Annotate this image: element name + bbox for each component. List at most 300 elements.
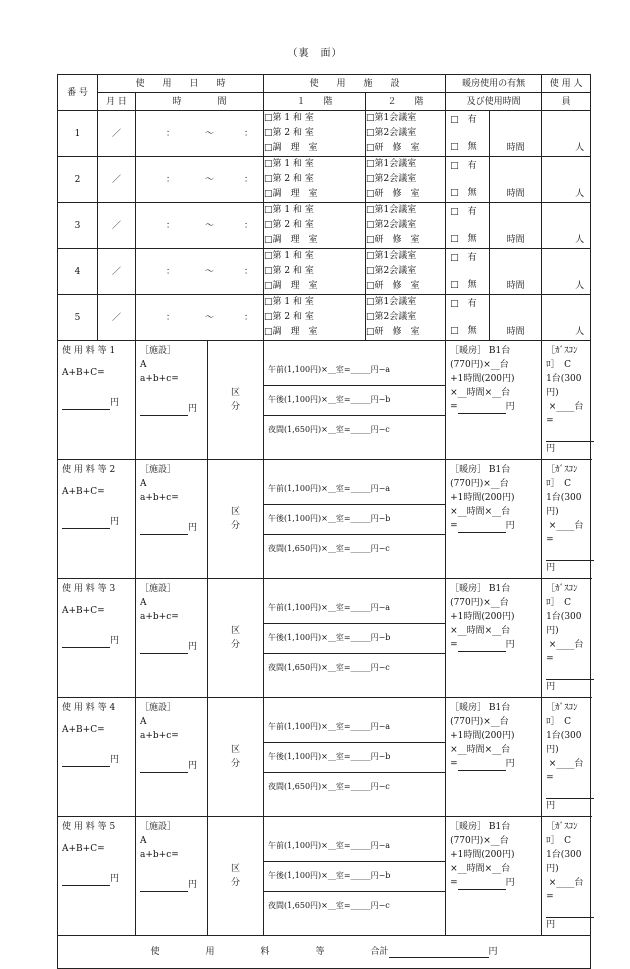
- night-fee[interactable]: 夜間(1,650円)×__室=_____円−c: [268, 663, 390, 672]
- fee-row: [58, 460, 591, 579]
- time-colon-start: ：: [166, 174, 176, 185]
- checkbox-meeting-room-1[interactable]: □第1会議室: [366, 205, 417, 215]
- usage-row: [58, 203, 591, 249]
- gas-stove-fee: [542, 579, 591, 698]
- heating-fee-label: ［暖房］ B1台: [450, 346, 511, 356]
- heating-fee-label: ［暖房］ B1台: [450, 465, 511, 475]
- kubun-label: [208, 579, 264, 698]
- heating-fee-equals: =: [450, 521, 458, 531]
- fee-title: 使 用 料 等 4: [62, 703, 116, 713]
- morning-fee[interactable]: 午前(1,100円)×__室=_____円−a: [264, 594, 445, 624]
- checkbox-cooking-room[interactable]: □調 理 室: [264, 235, 318, 245]
- afternoon-fee[interactable]: 午後(1,100円)×__室=_____円−b: [264, 624, 445, 654]
- time-range-field[interactable]: [136, 111, 264, 157]
- fee-sum-field[interactable]: [62, 518, 110, 529]
- gas-fee-label: ［ｶﾞｽｺﾝﾛ］ C: [546, 822, 578, 846]
- heating-hours-field[interactable]: [490, 111, 542, 157]
- usage-row: [58, 157, 591, 203]
- fee-summary: [58, 817, 136, 936]
- checkbox-training-room[interactable]: □研 修 室: [366, 327, 420, 337]
- time-range-field[interactable]: [136, 249, 264, 295]
- fee-sum-field[interactable]: [62, 756, 110, 767]
- gas-fee-count[interactable]: ×____台: [548, 759, 584, 769]
- heating-fee-equals: =: [450, 402, 458, 412]
- header-row-1: [58, 75, 591, 93]
- month-day-field[interactable]: ／: [98, 295, 136, 341]
- person-unit: 人: [575, 280, 585, 291]
- heating-fee-hours[interactable]: ×__時間×__台: [450, 745, 511, 755]
- yen-unit: 円: [505, 402, 515, 412]
- checkbox-japanese-room-2[interactable]: □第 2 和 室: [264, 312, 314, 322]
- page-title: （裏 面）: [287, 48, 343, 59]
- people-field[interactable]: [542, 111, 591, 157]
- usage-row: [58, 249, 591, 295]
- month-day-field[interactable]: ／: [98, 157, 136, 203]
- row-number: 5: [58, 295, 98, 341]
- time-slot-fees: [264, 341, 446, 460]
- checkbox-meeting-room-1[interactable]: □第1会議室: [366, 297, 417, 307]
- usage-rows: [58, 111, 591, 341]
- heating-fee-hours[interactable]: ×__時間×__台: [450, 626, 511, 636]
- floor2-rooms: [366, 157, 446, 203]
- tilde: 〜: [205, 174, 215, 185]
- facility-fee-field[interactable]: [140, 881, 188, 892]
- hours-unit: 時間: [506, 280, 525, 291]
- kubun-2: 分: [231, 521, 241, 531]
- facility-fee-field[interactable]: [140, 643, 188, 654]
- facility-label: ［施設］: [140, 465, 177, 475]
- gas-fee-equals: =: [546, 654, 554, 664]
- fee-sum-formula: A+B+C=: [62, 368, 105, 378]
- gas-fee-count[interactable]: ×____台: [548, 640, 584, 650]
- time-slot-fees: [264, 698, 446, 817]
- fee-sum-formula: A+B+C=: [62, 606, 105, 616]
- facility-abc: a+b+c=: [140, 731, 179, 741]
- facility-abc: a+b+c=: [140, 493, 179, 503]
- checkbox-japanese-room-1[interactable]: □第 1 和 室: [264, 251, 314, 261]
- heating-fee: [446, 817, 542, 936]
- checkbox-meeting-room-2[interactable]: □第2会議室: [366, 266, 417, 276]
- application-back-form: [57, 74, 591, 969]
- checkbox-heating-no[interactable]: □ 無: [450, 234, 477, 244]
- checkbox-japanese-room-2[interactable]: □第 2 和 室: [264, 266, 314, 276]
- fee-title: 使 用 料 等 5: [62, 822, 116, 832]
- heating-fee-field[interactable]: [458, 879, 506, 890]
- heating-fee-hours[interactable]: ×__時間×__台: [450, 864, 511, 874]
- gas-fee-label: ［ｶﾞｽｺﾝﾛ］ C: [546, 584, 578, 608]
- night-fee[interactable]: 夜間(1,650円)×__室=_____円−c: [268, 782, 390, 791]
- row-number: 1: [58, 111, 98, 157]
- hours-unit: 時間: [506, 326, 525, 337]
- gas-fee-equals: =: [546, 773, 554, 783]
- heating-hours-field[interactable]: [490, 249, 542, 295]
- gas-fee-rate: 1台(300円): [546, 493, 582, 517]
- heating-fee-hourly: +1時間(200円): [450, 850, 515, 860]
- gas-fee-field[interactable]: [546, 550, 594, 561]
- tilde: 〜: [205, 312, 215, 323]
- gas-fee-field[interactable]: [546, 907, 594, 918]
- fee-summary: [58, 341, 136, 460]
- header-people-2: 員: [542, 93, 591, 111]
- facility-abc: a+b+c=: [140, 850, 179, 860]
- time-colon-start: ：: [166, 266, 176, 277]
- tilde: 〜: [205, 266, 215, 277]
- floor1-rooms: [264, 249, 366, 295]
- heating-fee-hours[interactable]: ×__時間×__台: [450, 388, 511, 398]
- time-colon-start: ：: [166, 312, 176, 323]
- checkbox-japanese-room-2[interactable]: □第 2 和 室: [264, 128, 314, 138]
- gas-fee-count[interactable]: ×____台: [548, 402, 584, 412]
- heating-usage: [446, 249, 490, 295]
- heating-fee-equals: =: [450, 640, 458, 650]
- time-colon-start: ：: [166, 128, 176, 139]
- kubun-1: 区: [231, 626, 241, 636]
- facility-a: A: [140, 717, 147, 727]
- heating-fee-rate[interactable]: (770円)×__台: [450, 479, 509, 489]
- fee-row: [58, 341, 591, 460]
- people-field[interactable]: [542, 295, 591, 341]
- kubun-label: [208, 460, 264, 579]
- heating-fee-equals: =: [450, 878, 458, 888]
- tilde: 〜: [205, 128, 215, 139]
- facility-fee-field[interactable]: [140, 762, 188, 773]
- checkbox-heating-no[interactable]: □ 無: [450, 188, 477, 198]
- heating-fee-hourly: +1時間(200円): [450, 374, 515, 384]
- fee-summary: [58, 698, 136, 817]
- facility-a: A: [140, 479, 147, 489]
- person-unit: 人: [575, 234, 585, 245]
- header-floor1: １ 階: [264, 93, 366, 111]
- header-time: 時 間: [136, 93, 264, 111]
- night-fee[interactable]: 夜間(1,650円)×__室=_____円−c: [268, 544, 390, 553]
- row-number: 2: [58, 157, 98, 203]
- fee-sum-field[interactable]: [62, 637, 110, 648]
- heating-fee-hours[interactable]: ×__時間×__台: [450, 507, 511, 517]
- kubun-label: [208, 341, 264, 460]
- total-label: 使用料等: [150, 947, 371, 957]
- facility-abc: a+b+c=: [140, 374, 179, 384]
- floor1-rooms: [264, 157, 366, 203]
- fee-title: 使 用 料 等 2: [62, 465, 116, 475]
- yen-unit: 円: [546, 444, 556, 454]
- yen-unit: 円: [188, 880, 198, 890]
- tilde: 〜: [205, 220, 215, 231]
- floor2-rooms: [366, 249, 446, 295]
- heating-fee-hourly: +1時間(200円): [450, 612, 515, 622]
- heating-fee-field[interactable]: [458, 641, 506, 652]
- gas-fee-rate: 1台(300円): [546, 612, 582, 636]
- heating-fee-field[interactable]: [458, 760, 506, 771]
- fee-summary: [58, 579, 136, 698]
- kubun-1: 区: [231, 745, 241, 755]
- checkbox-meeting-room-2[interactable]: □第2会議室: [366, 220, 417, 230]
- yen-unit: 円: [110, 755, 120, 765]
- heating-fee-rate[interactable]: (770円)×__台: [450, 598, 509, 608]
- heating-fee-equals: =: [450, 759, 458, 769]
- heating-usage: [446, 203, 490, 249]
- facility-fee-field[interactable]: [140, 524, 188, 535]
- total-yen: 円: [488, 947, 498, 957]
- checkbox-heating-yes[interactable]: □ 有: [450, 207, 477, 217]
- time-colon-start: ：: [166, 220, 176, 231]
- checkbox-heating-yes[interactable]: □ 有: [450, 299, 477, 309]
- gas-fee-equals: =: [546, 535, 554, 545]
- facility-label: ［施設］: [140, 703, 177, 713]
- people-field[interactable]: [542, 157, 591, 203]
- kubun-2: 分: [231, 759, 241, 769]
- gas-fee-label: ［ｶﾞｽｺﾝﾛ］ C: [546, 346, 578, 370]
- person-unit: 人: [575, 188, 585, 199]
- checkbox-meeting-room-2[interactable]: □第2会議室: [366, 312, 417, 322]
- floor1-rooms: [264, 203, 366, 249]
- fee-sum-formula: A+B+C=: [62, 725, 105, 735]
- checkbox-training-room[interactable]: □研 修 室: [366, 235, 420, 245]
- yen-unit: 円: [188, 404, 198, 414]
- heating-fee-field[interactable]: [458, 403, 506, 414]
- gas-fee-rate: 1台(300円): [546, 850, 582, 874]
- yen-unit: 円: [110, 517, 120, 527]
- checkbox-heating-no[interactable]: □ 無: [450, 142, 477, 152]
- facility-label: ［施設］: [140, 822, 177, 832]
- time-slot-fees: [264, 579, 446, 698]
- checkbox-heating-no[interactable]: □ 無: [450, 280, 477, 290]
- row-number: 4: [58, 249, 98, 295]
- usage-row: [58, 111, 591, 157]
- heating-fee-rate[interactable]: (770円)×__台: [450, 717, 509, 727]
- heating-hours-field[interactable]: [490, 295, 542, 341]
- heating-usage: [446, 157, 490, 203]
- checkbox-japanese-room-1[interactable]: □第 1 和 室: [264, 297, 314, 307]
- facility-fee: [136, 579, 208, 698]
- checkbox-cooking-room[interactable]: □調 理 室: [264, 281, 318, 291]
- fee-sum-field[interactable]: [62, 875, 110, 886]
- gas-stove-fee: [542, 817, 591, 936]
- yen-unit: 円: [188, 761, 198, 771]
- heating-fee-hourly: +1時間(200円): [450, 731, 515, 741]
- morning-fee[interactable]: 午前(1,100円)×__室=_____円−a: [264, 356, 445, 386]
- checkbox-training-room[interactable]: □研 修 室: [366, 189, 420, 199]
- gas-fee-equals: =: [546, 416, 554, 426]
- kubun-label: [208, 817, 264, 936]
- checkbox-cooking-room[interactable]: □調 理 室: [264, 189, 318, 199]
- checkbox-meeting-room-1[interactable]: □第1会議室: [366, 159, 417, 169]
- kubun-1: 区: [231, 864, 241, 874]
- heating-fee-rate[interactable]: (770円)×__台: [450, 360, 509, 370]
- gas-fee-field[interactable]: [546, 788, 594, 799]
- heating-fee-label: ［暖房］ B1台: [450, 584, 511, 594]
- heating-fee: [446, 579, 542, 698]
- header-date-time: 使 用 日 時: [98, 75, 264, 93]
- total-row: [58, 936, 591, 969]
- hours-unit: 時間: [506, 188, 525, 199]
- month-day-field[interactable]: ／: [98, 249, 136, 295]
- heating-fee-hourly: +1時間(200円): [450, 493, 515, 503]
- kubun-1: 区: [231, 388, 241, 398]
- header-row-2: [58, 93, 591, 111]
- checkbox-heating-no[interactable]: □ 無: [450, 326, 477, 336]
- gas-fee-equals: =: [546, 892, 554, 902]
- checkbox-japanese-room-1[interactable]: □第 1 和 室: [264, 205, 314, 215]
- yen-unit: 円: [188, 523, 198, 533]
- usage-row: [58, 295, 591, 341]
- facility-label: ［施設］: [140, 346, 177, 356]
- gas-fee-rate: 1台(300円): [546, 374, 582, 398]
- checkbox-heating-yes[interactable]: □ 有: [450, 253, 477, 263]
- person-unit: 人: [575, 142, 585, 153]
- heating-fee-rate[interactable]: (770円)×__台: [450, 836, 509, 846]
- header-month-day: 月 日: [98, 93, 136, 111]
- checkbox-heating-yes[interactable]: □ 有: [450, 115, 477, 125]
- fee-title: 使 用 料 等 1: [62, 346, 116, 356]
- gas-fee-label: ［ｶﾞｽｺﾝﾛ］ C: [546, 703, 578, 727]
- afternoon-fee[interactable]: 午後(1,100円)×__室=_____円−b: [264, 862, 445, 892]
- heating-usage: [446, 295, 490, 341]
- facility-a: A: [140, 360, 147, 370]
- kubun-2: 分: [231, 640, 241, 650]
- yen-unit: 円: [505, 759, 515, 769]
- time-slot-fees: [264, 460, 446, 579]
- time-slot-fees: [264, 817, 446, 936]
- yen-unit: 円: [188, 642, 198, 652]
- checkbox-cooking-room[interactable]: □調 理 室: [264, 143, 318, 153]
- kubun-2: 分: [231, 878, 241, 888]
- heating-fee: [446, 460, 542, 579]
- facility-fee: [136, 817, 208, 936]
- gas-fee-count[interactable]: ×____台: [548, 521, 584, 531]
- heating-hours-field[interactable]: [490, 157, 542, 203]
- checkbox-meeting-room-1[interactable]: □第1会議室: [366, 113, 417, 123]
- checkbox-meeting-room-2[interactable]: □第2会議室: [366, 174, 417, 184]
- total-cell: [58, 936, 591, 969]
- facility-fee: [136, 460, 208, 579]
- hours-unit: 時間: [506, 142, 525, 153]
- heating-usage: [446, 111, 490, 157]
- floor1-rooms: [264, 295, 366, 341]
- header-heating-hours: 及び使用時間: [446, 93, 542, 111]
- afternoon-fee[interactable]: 午後(1,100円)×__室=_____円−b: [264, 505, 445, 535]
- heating-fee-label: ［暖房］ B1台: [450, 703, 511, 713]
- yen-unit: 円: [505, 878, 515, 888]
- time-colon-end: ：: [244, 312, 254, 323]
- yen-unit: 円: [110, 636, 120, 646]
- checkbox-meeting-room-1[interactable]: □第1会議室: [366, 251, 417, 261]
- yen-unit: 円: [546, 920, 556, 930]
- heating-fee-label: ［暖房］ B1台: [450, 822, 511, 832]
- person-unit: 人: [575, 326, 585, 337]
- kubun-label: [208, 698, 264, 817]
- fee-sum-formula: A+B+C=: [62, 487, 105, 497]
- afternoon-fee[interactable]: 午後(1,100円)×__室=_____円−b: [264, 743, 445, 773]
- header-people: 使 用 人: [542, 75, 591, 93]
- fee-sum-formula: A+B+C=: [62, 844, 105, 854]
- facility-fee: [136, 341, 208, 460]
- header-heating: 暖房使用の有無: [446, 75, 542, 93]
- checkbox-training-room[interactable]: □研 修 室: [366, 143, 420, 153]
- facility-a: A: [140, 836, 147, 846]
- yen-unit: 円: [546, 682, 556, 692]
- morning-fee[interactable]: 午前(1,100円)×__室=_____円−a: [264, 713, 445, 743]
- checkbox-cooking-room[interactable]: □調 理 室: [264, 327, 318, 337]
- gas-stove-fee: [542, 460, 591, 579]
- checkbox-heating-yes[interactable]: □ 有: [450, 161, 477, 171]
- checkbox-meeting-room-2[interactable]: □第2会議室: [366, 128, 417, 138]
- header-floor2: ２ 階: [366, 93, 446, 111]
- gas-fee-field[interactable]: [546, 431, 594, 442]
- yen-unit: 円: [546, 563, 556, 573]
- fee-summary: [58, 460, 136, 579]
- time-range-field[interactable]: [136, 157, 264, 203]
- heating-fee-field[interactable]: [458, 522, 506, 533]
- hours-unit: 時間: [506, 234, 525, 245]
- total-sum-label: 合計: [370, 947, 389, 957]
- gas-stove-fee: [542, 341, 591, 460]
- yen-unit: 円: [110, 398, 120, 408]
- month-day-field[interactable]: ／: [98, 111, 136, 157]
- gas-fee-field[interactable]: [546, 669, 594, 680]
- night-fee[interactable]: 夜間(1,650円)×__室=_____円−c: [268, 425, 390, 434]
- yen-unit: 円: [505, 640, 515, 650]
- heating-fee: [446, 698, 542, 817]
- gas-fee-label: ［ｶﾞｽｺﾝﾛ］ C: [546, 465, 578, 489]
- header-number: 番 号: [58, 75, 98, 111]
- time-colon-end: ：: [244, 128, 254, 139]
- time-range-field[interactable]: [136, 203, 264, 249]
- facility-a: A: [140, 598, 147, 608]
- afternoon-fee[interactable]: 午後(1,100円)×__室=_____円−b: [264, 386, 445, 416]
- fee-rows: [58, 341, 591, 936]
- night-fee[interactable]: 夜間(1,650円)×__室=_____円−c: [268, 901, 390, 910]
- header-facility: 使 用 施 設: [264, 75, 446, 93]
- floor1-rooms: [264, 111, 366, 157]
- gas-fee-rate: 1台(300円): [546, 731, 582, 755]
- heating-hours-field[interactable]: [490, 203, 542, 249]
- kubun-2: 分: [231, 402, 241, 412]
- fee-sum-field[interactable]: [62, 399, 110, 410]
- facility-label: ［施設］: [140, 584, 177, 594]
- morning-fee[interactable]: 午前(1,100円)×__室=_____円−a: [264, 475, 445, 505]
- time-colon-end: ：: [244, 220, 254, 231]
- floor2-rooms: [366, 203, 446, 249]
- checkbox-japanese-room-2[interactable]: □第 2 和 室: [264, 220, 314, 230]
- gas-stove-fee: [542, 698, 591, 817]
- fee-title: 使 用 料 等 3: [62, 584, 116, 594]
- checkbox-japanese-room-1[interactable]: □第 1 和 室: [264, 113, 314, 123]
- floor2-rooms: [366, 111, 446, 157]
- fee-row: [58, 698, 591, 817]
- facility-fee: [136, 698, 208, 817]
- checkbox-japanese-room-2[interactable]: □第 2 和 室: [264, 174, 314, 184]
- time-colon-end: ：: [244, 174, 254, 185]
- time-colon-end: ：: [244, 266, 254, 277]
- row-number: 3: [58, 203, 98, 249]
- facility-abc: a+b+c=: [140, 612, 179, 622]
- heating-fee: [446, 341, 542, 460]
- people-field[interactable]: [542, 203, 591, 249]
- total-amount-field[interactable]: [389, 946, 489, 958]
- gas-fee-count[interactable]: ×____台: [548, 878, 584, 888]
- checkbox-training-room[interactable]: □研 修 室: [366, 281, 420, 291]
- morning-fee[interactable]: 午前(1,100円)×__室=_____円−a: [264, 832, 445, 862]
- facility-fee-field[interactable]: [140, 405, 188, 416]
- kubun-1: 区: [231, 507, 241, 517]
- yen-unit: 円: [110, 874, 120, 884]
- fee-row: [58, 579, 591, 698]
- checkbox-japanese-room-1[interactable]: □第 1 和 室: [264, 159, 314, 169]
- time-range-field[interactable]: [136, 295, 264, 341]
- month-day-field[interactable]: ／: [98, 203, 136, 249]
- people-field[interactable]: [542, 249, 591, 295]
- yen-unit: 円: [505, 521, 515, 531]
